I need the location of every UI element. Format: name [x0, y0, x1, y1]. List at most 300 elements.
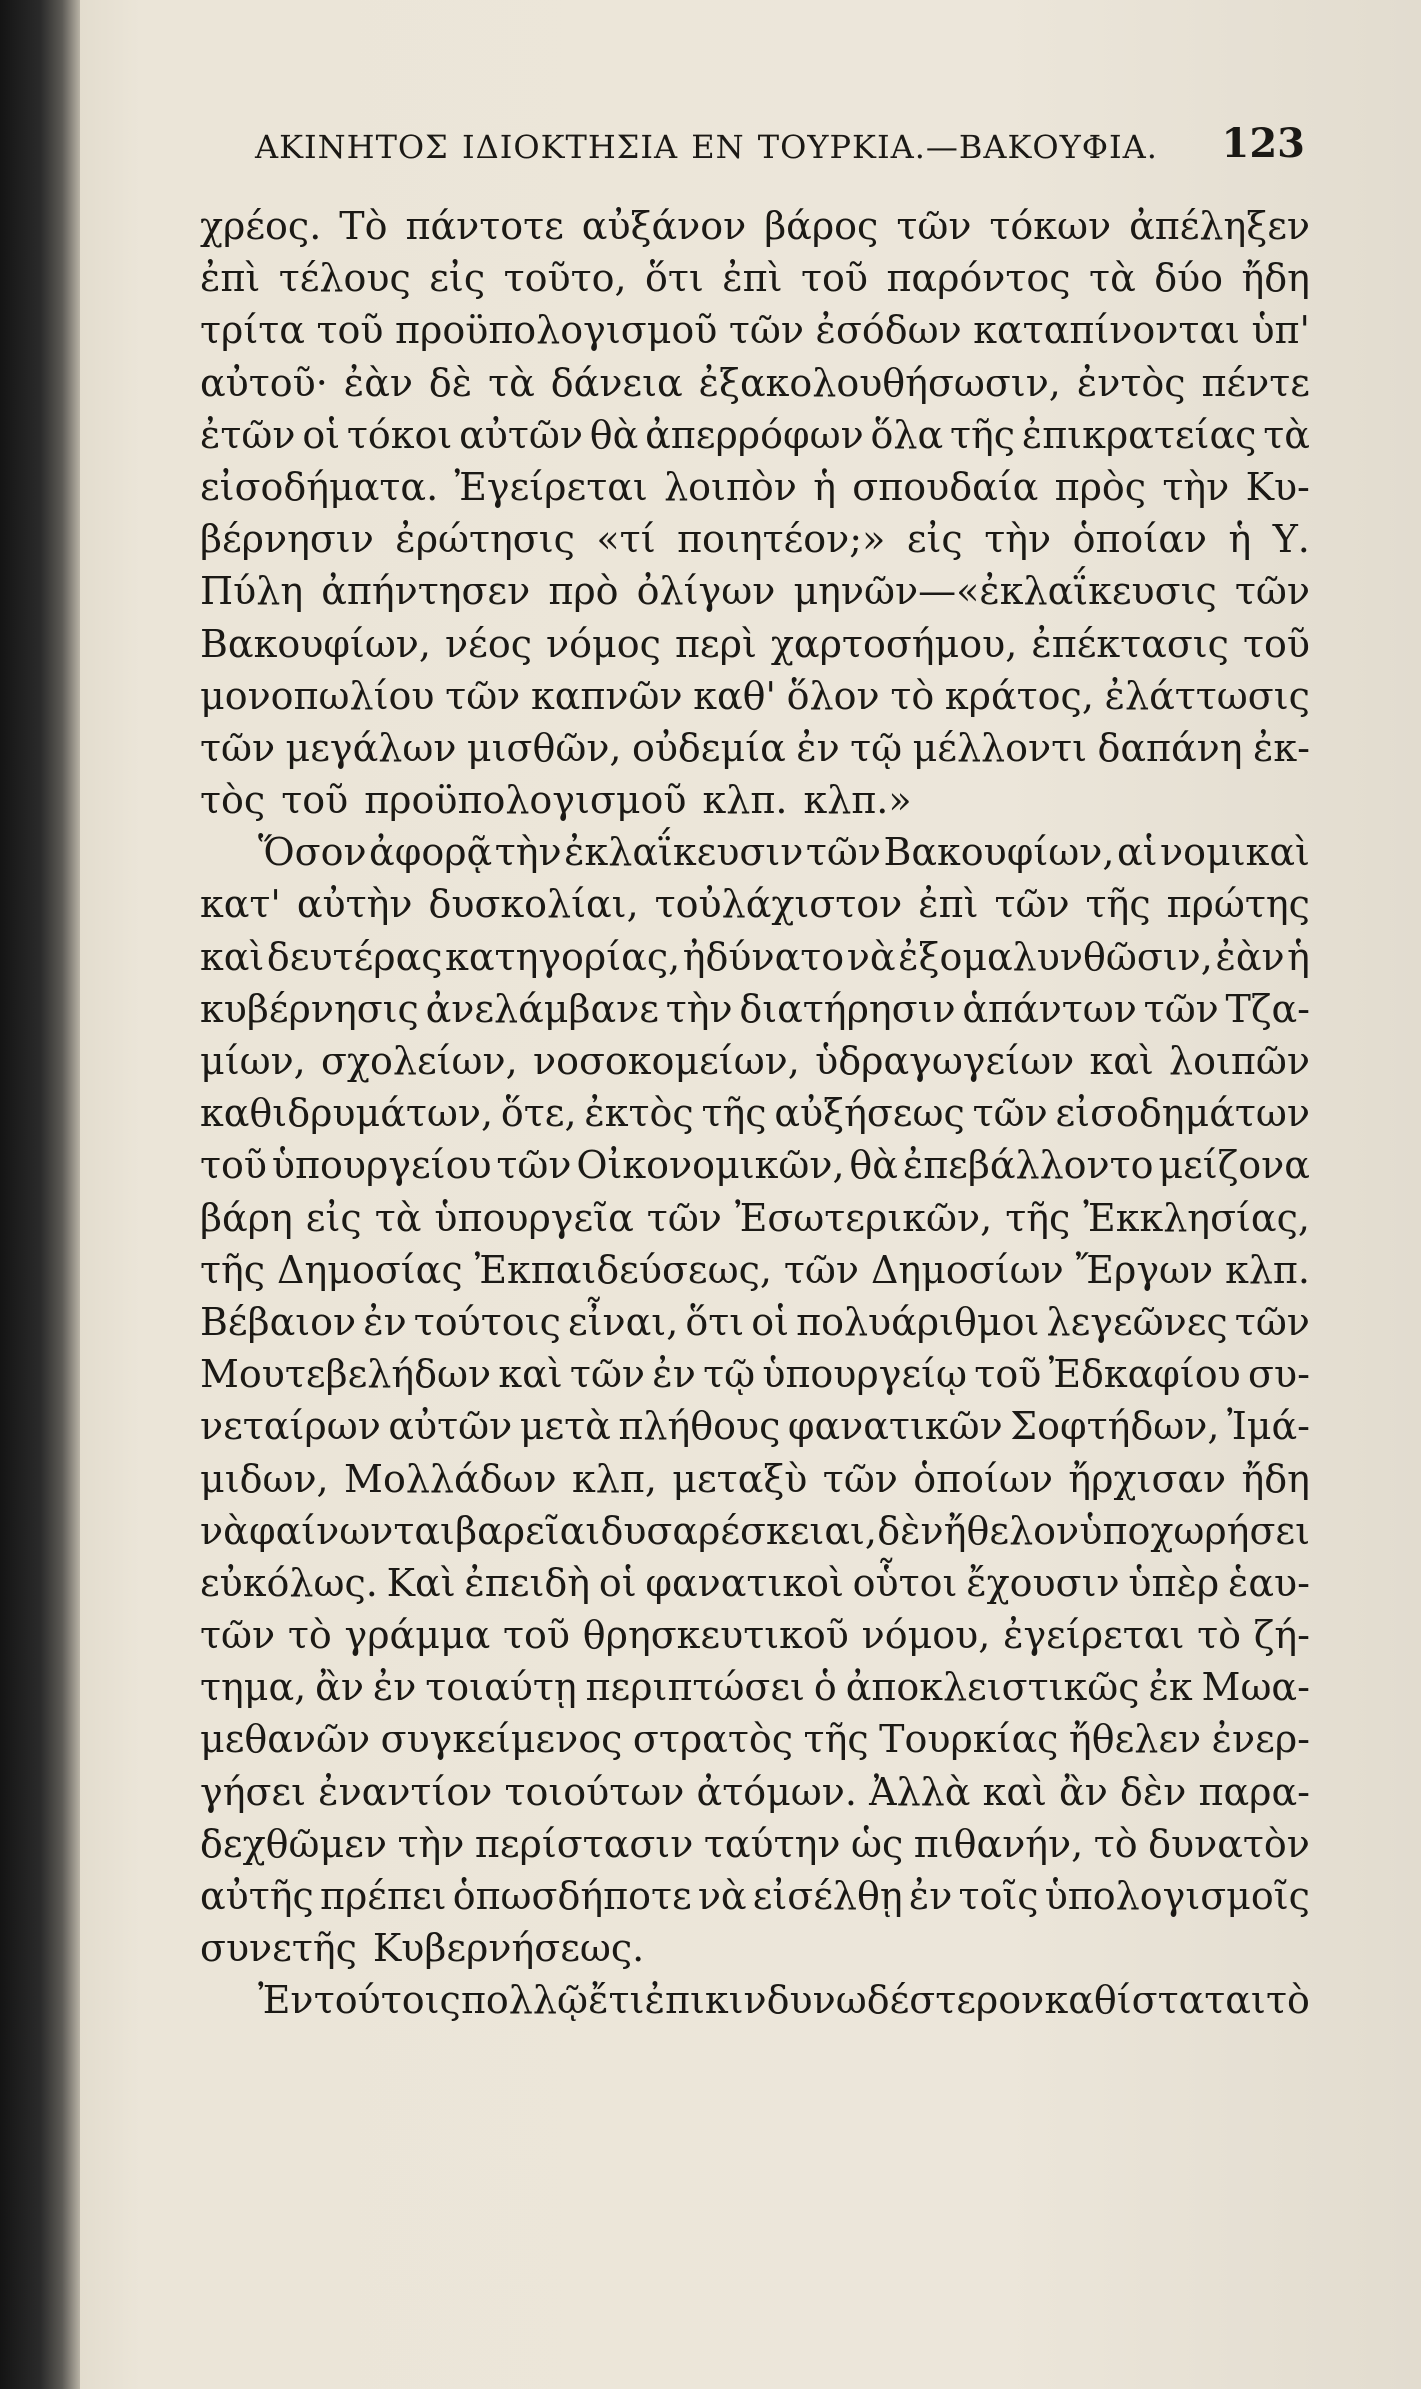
word: κλπ, — [572, 1456, 657, 1501]
word: ὡς — [851, 1821, 904, 1866]
word: εἰσοδημάτων — [1055, 1091, 1310, 1136]
word: νομικαὶ — [1160, 830, 1310, 875]
text-line — [200, 461, 1310, 513]
word: μείζονα — [1158, 1143, 1310, 1188]
word: τόκοι — [346, 412, 453, 457]
word: τῶν — [896, 204, 972, 248]
word: ὁποίαν — [1072, 517, 1207, 562]
word: ἐναντίον — [318, 1769, 493, 1814]
word: τόκων — [989, 204, 1112, 248]
word: ἐὰν — [1215, 934, 1285, 979]
word: ἀπέληξεν — [1129, 204, 1310, 248]
word: ἐπὶ — [918, 882, 979, 927]
word: κυβέρνησις — [200, 986, 419, 1031]
word: θὰ — [849, 1143, 898, 1188]
text-line — [200, 1035, 1310, 1087]
word: ἤδη — [1241, 256, 1310, 301]
word: τῆς — [200, 1247, 266, 1292]
word: Καὶ — [386, 1560, 456, 1605]
word: τοῦ — [1242, 621, 1310, 666]
word: ἐκλαΐκευσιν — [564, 830, 804, 875]
word: πρὸ — [548, 569, 619, 614]
word: καθίσταται — [1044, 1978, 1266, 2023]
word: καταπίνονται — [973, 308, 1240, 353]
word: πλήθους — [618, 1404, 781, 1449]
word: καὶ — [1089, 1039, 1154, 1083]
word: τὴν — [984, 517, 1052, 562]
word: αἱ — [1116, 830, 1158, 875]
word: τῶν — [805, 830, 881, 875]
word: τῶν — [972, 1091, 1048, 1136]
word: ἡ — [813, 464, 836, 509]
word: καὶ — [200, 934, 265, 979]
text-line — [200, 304, 1310, 356]
word: δεχθῶμεν — [200, 1821, 387, 1866]
word: μεταξὺ — [672, 1456, 808, 1501]
text-line — [200, 618, 1310, 670]
word: γήσει — [200, 1769, 307, 1814]
word: δυσαρέσκειαι, — [600, 1508, 877, 1553]
word: ἤθελον — [943, 1508, 1080, 1553]
word: πολυάριθμοι — [796, 1299, 1040, 1344]
word: ἀπήντησεν — [321, 569, 531, 614]
word: Οἰκονομικῶν, — [576, 1143, 845, 1188]
word: μηνῶν—«ἐκλαΐκευσις — [793, 569, 1217, 614]
word: ἡ — [1228, 517, 1252, 562]
word: ἐπὶ — [200, 256, 261, 301]
word: εἰς — [906, 517, 963, 562]
word: δὲν — [877, 1508, 944, 1553]
text-line — [200, 1348, 1310, 1400]
word: οἱ — [302, 412, 341, 457]
word: τὰ — [1089, 256, 1136, 301]
word: ἂν — [1059, 1769, 1108, 1814]
word: νεταίρων — [200, 1404, 381, 1449]
word: Ἐδκαφίου — [1048, 1352, 1241, 1397]
word: ἐντὸς — [1076, 360, 1186, 405]
running-head — [255, 120, 1305, 180]
word: αὐτῶν — [459, 412, 583, 457]
word: ἐκ — [1148, 1665, 1193, 1710]
word: λοιπῶν — [1169, 1039, 1310, 1083]
word: τὸ — [1093, 1821, 1138, 1866]
word: ἐπικρατείας — [1021, 412, 1257, 457]
word: εὐκόλως. — [200, 1560, 378, 1605]
word: κλπ. — [702, 778, 788, 823]
word: τῶν — [200, 1613, 276, 1658]
text-line — [200, 1192, 1310, 1244]
word: ὁποίων — [913, 1456, 1054, 1501]
word: στρατὸς — [632, 1717, 794, 1762]
word: Τὸ — [339, 204, 388, 248]
word: τοὐλάχιστον — [654, 882, 903, 927]
word: ἐνερ- — [1211, 1717, 1310, 1762]
word: ἐν — [652, 1352, 696, 1397]
word: νὰ — [846, 934, 896, 979]
word: ἐπὶ — [722, 256, 783, 301]
word: ἐξακολουθήσωσιν, — [698, 360, 1061, 405]
word: εἰσέλθῃ — [752, 1874, 903, 1918]
word: κλπ.» — [803, 778, 912, 823]
text-line — [200, 409, 1310, 461]
word: τῶν — [569, 1352, 646, 1397]
word: βάρη — [200, 1195, 293, 1240]
text-line — [200, 1139, 1310, 1191]
word: ἐν — [796, 725, 840, 770]
word: μέλλοντι — [912, 725, 1088, 770]
word: τοῦ — [316, 308, 384, 353]
word: ἀφορᾷ — [369, 830, 493, 875]
word: τούτοις — [313, 1978, 461, 2023]
text-line — [200, 826, 1310, 878]
word: πρὸς — [1054, 464, 1147, 509]
word: τοῖς — [958, 1874, 1039, 1918]
text-line — [200, 1766, 1310, 1818]
word: θὰ — [589, 412, 639, 457]
word: τὴν — [397, 1821, 465, 1866]
word: τὸ — [1197, 1613, 1242, 1658]
word: ἐὰν — [343, 360, 413, 405]
text-line — [200, 200, 1310, 252]
word: ἤρχισαν — [1068, 1456, 1227, 1501]
word: ὅλα — [870, 412, 944, 457]
word: τὸ — [890, 673, 935, 718]
word: νόμου, — [861, 1613, 991, 1658]
word: φανατικῶν — [787, 1404, 1003, 1449]
body-text — [200, 200, 1310, 2027]
word: πάντοτε — [405, 204, 564, 248]
word: νέος — [445, 621, 532, 666]
word: νόμος — [546, 621, 661, 666]
text-line — [200, 1922, 1310, 1974]
word: θρησκευτικοῦ — [582, 1613, 849, 1658]
word: τημα, — [200, 1665, 307, 1710]
word: Κυβερνήσεως. — [372, 1926, 645, 1971]
word: τῶν — [200, 725, 276, 770]
word: κατηγορίας, — [445, 934, 681, 979]
text-line — [200, 1400, 1310, 1452]
word: εἶναι, — [567, 1299, 679, 1344]
word: ἡ — [1287, 934, 1310, 979]
word: ἐπέκτασις — [1031, 621, 1229, 666]
word: ἐτῶν — [200, 412, 296, 457]
word: ἐκτὸς — [584, 1091, 694, 1136]
word: οὐδεμία — [631, 725, 786, 770]
word: καπνῶν — [530, 673, 683, 718]
word: Πύλη — [200, 569, 304, 614]
word: καὶ — [498, 1352, 563, 1397]
word: Βακουφίων, — [883, 830, 1115, 875]
word: δευτέρας — [266, 934, 443, 979]
word: τῶν — [646, 1195, 722, 1240]
word: δάνεια — [550, 360, 683, 405]
word: Σοφτήδων, — [1010, 1404, 1220, 1449]
word: Ἐκπαιδεύσεως, — [474, 1247, 772, 1292]
word: ἀπερρόφων — [645, 412, 864, 457]
word: δὲν — [1119, 1769, 1187, 1814]
word: ὑποχωρήσει — [1079, 1508, 1310, 1553]
word: τῶν — [728, 308, 805, 353]
word: ὑπ' — [1251, 308, 1310, 353]
word: χρέος. — [200, 204, 322, 248]
word: ἀποκλειστικῶς — [845, 1665, 1140, 1710]
word: τῆς — [701, 1091, 767, 1136]
word: νὰ — [697, 1874, 747, 1918]
word: ὑπὲρ — [1128, 1560, 1220, 1605]
word: μεθανῶν — [200, 1717, 371, 1762]
word: αὐτῆς — [200, 1874, 314, 1918]
word: ἐπειδὴ — [464, 1560, 591, 1605]
word: τῆς — [1085, 882, 1151, 927]
text-line — [200, 1453, 1310, 1505]
word: ἀτόμων. — [696, 1769, 857, 1814]
word: Τουρκίας — [879, 1717, 1059, 1762]
word: Μωα- — [1201, 1665, 1310, 1710]
text-line — [200, 1870, 1310, 1922]
word: τοῦ — [974, 1352, 1042, 1397]
text-line — [200, 1974, 1310, 2026]
word: ἀνελάμβανε — [425, 986, 659, 1031]
word: πέντε — [1201, 360, 1310, 405]
text-line — [200, 1713, 1310, 1765]
word: πιθανήν, — [913, 1821, 1084, 1866]
text-line — [200, 1557, 1310, 1609]
word: φαίνωνται — [248, 1508, 455, 1553]
word: Ἔργων — [1075, 1247, 1214, 1292]
word: πρώτης — [1166, 882, 1310, 927]
word: ἤθελεν — [1068, 1717, 1202, 1762]
word: τοῦ — [502, 1613, 570, 1658]
word: ἔχουσιν — [966, 1560, 1120, 1605]
word: Ἐγείρεται — [454, 464, 648, 509]
word: τοῦ — [200, 1143, 268, 1188]
word: ὅτε, — [500, 1091, 577, 1136]
text-line — [200, 1244, 1310, 1296]
word: ὑπολογισμοῖς — [1044, 1874, 1310, 1918]
word: τῶν — [445, 673, 521, 718]
word: ἐσόδων — [815, 308, 962, 353]
word: χαρτοσήμου, — [770, 621, 1018, 666]
page-number: 123 — [1221, 120, 1305, 167]
word: καὶ — [982, 1769, 1047, 1814]
word: Δημοσίας — [277, 1247, 463, 1292]
word: βαρεῖαι — [455, 1508, 601, 1553]
word: ἂν — [315, 1665, 364, 1710]
word: τὸς — [200, 778, 266, 823]
text-line — [200, 565, 1310, 617]
word: λεγεῶνες — [1046, 1299, 1228, 1344]
word: κατ' — [200, 882, 281, 927]
word: νὰ — [200, 1508, 249, 1553]
running-head-title: ΑΚΙΝΗΤΟΣ ΙΔΙΟΚΤΗΣΙΑ ΕΝ ΤΟΥΡΚΙΑ.—ΒΑΚΟΥΦΙΑ. — [255, 128, 1158, 166]
word: τῶν — [1234, 1299, 1310, 1344]
word: τούτοις — [413, 1299, 561, 1344]
word: Μουτεβελήδων — [200, 1352, 492, 1397]
word: τῆς — [949, 412, 1016, 457]
word: αὐξήσεως — [774, 1091, 965, 1136]
word: λοιπὸν — [664, 464, 797, 509]
word: δυνατὸν — [1148, 1821, 1310, 1866]
word: τὴν — [1162, 464, 1230, 509]
word: Ὅσον — [258, 830, 367, 875]
word: ἐπικινδυνωδέστερον — [644, 1978, 1045, 2023]
word: Βέβαιον — [200, 1299, 357, 1344]
word: βέρνησιν — [200, 517, 374, 562]
word: Ἐσωτερικῶν, — [734, 1195, 993, 1240]
word: περὶ — [674, 621, 757, 666]
word: Τζα- — [1225, 986, 1310, 1031]
word: τρίτα — [200, 308, 305, 353]
word: συ- — [1248, 1352, 1310, 1397]
text-line — [200, 1296, 1310, 1348]
word: τῆς — [1005, 1195, 1071, 1240]
word: τῶν — [1234, 569, 1310, 614]
word: αὐτοῦ· — [200, 360, 328, 405]
word: ἠδύνατο — [682, 934, 845, 979]
word: πρέπει — [319, 1874, 447, 1918]
text-line — [200, 1505, 1310, 1557]
word: οὗτοι — [852, 1560, 958, 1605]
word: τοιαύτῃ — [425, 1665, 577, 1710]
word: μονοπωλίου — [200, 673, 435, 718]
word: τέλους — [278, 256, 411, 301]
word: αὐτὴν — [296, 882, 413, 927]
word: ὁπωσδήποτε — [452, 1874, 692, 1918]
word: Ἀλλὰ — [869, 1769, 971, 1814]
word: ἐν — [908, 1874, 953, 1918]
word: ποιητέον;» — [677, 517, 886, 562]
word: κράτος, — [944, 673, 1094, 718]
word: ζή- — [1253, 1613, 1310, 1658]
word: οἱ — [751, 1299, 790, 1344]
word: σχολείων, — [321, 1039, 518, 1083]
word: τῶν — [1143, 986, 1219, 1031]
word: ταύτην — [703, 1821, 841, 1866]
word: ἐπεβάλλοντο — [902, 1143, 1154, 1188]
word: τῶν — [783, 1247, 860, 1292]
word: Μολλάδων — [344, 1456, 557, 1501]
word: αὐτῶν — [388, 1404, 513, 1449]
word: προϋπολογισμοῦ — [364, 778, 687, 823]
word: Δημοσίων — [870, 1247, 1064, 1292]
word: σπουδαία — [852, 464, 1039, 509]
word: τῷ — [703, 1352, 756, 1397]
word: δύο — [1154, 256, 1224, 301]
word: ὑπουργείῳ — [762, 1352, 968, 1397]
text-line — [200, 722, 1310, 774]
word: ἐν — [363, 1299, 407, 1344]
word: ἐλάττωσις — [1104, 673, 1310, 718]
word: προϋπολογισμοῦ — [395, 308, 718, 353]
word: ὅτι — [645, 256, 704, 301]
word: τῶν — [496, 1143, 572, 1188]
word: Βακουφίων, — [200, 621, 431, 666]
word: τὴν — [665, 986, 733, 1031]
word: εἰς — [305, 1195, 362, 1240]
word: Κυ- — [1245, 464, 1310, 509]
word: τῆς — [803, 1717, 869, 1762]
word: καθιδρυμάτων, — [200, 1091, 494, 1136]
word: τῶν — [822, 1456, 898, 1501]
text-line — [200, 252, 1310, 304]
word: ἐκ- — [1252, 725, 1310, 770]
word: κλπ. — [1225, 1247, 1310, 1292]
text-line — [200, 670, 1310, 722]
word: ἐρώτησις — [395, 517, 575, 562]
word: ἁπάντων — [962, 986, 1137, 1031]
word: ἑαυ- — [1228, 1560, 1310, 1605]
word: παρόντος — [886, 256, 1071, 301]
word: ἐγείρεται — [1003, 1613, 1185, 1658]
word: νοσοκομείων, — [532, 1039, 800, 1083]
word: ὑπουργείου — [271, 1143, 492, 1188]
word: συγκείμενος — [380, 1717, 623, 1762]
text-line — [200, 931, 1310, 983]
word: ἐν — [372, 1665, 417, 1710]
text-line — [200, 1661, 1310, 1713]
word: καθ' — [693, 673, 776, 718]
word: εἰς — [429, 256, 486, 301]
word: τὸ — [1266, 1978, 1310, 2023]
word: δυσκολίαι, — [428, 882, 639, 927]
word: Ἰμά- — [1226, 1404, 1310, 1449]
word: Ἐκκλησίας, — [1083, 1195, 1310, 1240]
word: διατήρησιν — [739, 986, 956, 1031]
word: τῷ — [850, 725, 903, 770]
word: ὅλον — [786, 673, 880, 718]
text-line — [200, 1609, 1310, 1661]
word: ὅτι — [685, 1299, 745, 1344]
word: αὐξάνον — [581, 204, 747, 248]
text-line — [200, 1087, 1310, 1139]
text-line — [200, 983, 1310, 1035]
word: ὀλίγων — [636, 569, 776, 614]
word: γράμμα — [344, 1613, 491, 1658]
word: ἤδη — [1241, 1456, 1310, 1501]
word: μισθῶν, — [466, 725, 622, 770]
word: Ἐν — [258, 1978, 314, 2023]
text-line — [200, 774, 1310, 826]
text-line — [200, 878, 1310, 930]
word: βάρος — [764, 204, 879, 248]
word: μιδων, — [200, 1456, 329, 1501]
word: δαπάνη — [1097, 725, 1243, 770]
word: μετὰ — [519, 1404, 611, 1449]
word: τοιούτων — [504, 1769, 685, 1814]
word: ὑπουργεῖα — [434, 1195, 634, 1240]
word: συνετῆς — [200, 1926, 357, 1971]
text-line — [200, 357, 1310, 409]
word: «τί — [596, 517, 656, 562]
word: ἔτι — [588, 1978, 645, 2023]
word: πολλῷ — [460, 1978, 588, 2023]
word: περίστασιν — [474, 1821, 694, 1866]
word: Υ. — [1272, 517, 1310, 562]
word: τὴν — [494, 830, 562, 875]
word: τῶν — [994, 882, 1070, 927]
book-binding-edge — [0, 0, 80, 2389]
word: δὲ — [428, 360, 473, 405]
word: φανατικοὶ — [645, 1560, 844, 1605]
word: μεγάλων — [285, 725, 457, 770]
word: ὁ — [813, 1665, 837, 1710]
word: παρα- — [1198, 1769, 1310, 1814]
word: τὸ — [287, 1613, 332, 1658]
word: ὑδραγωγείων — [815, 1039, 1075, 1083]
word: τὰ — [374, 1195, 422, 1240]
word: εἰσοδήματα. — [200, 464, 439, 509]
word: τοῦ — [800, 256, 868, 301]
